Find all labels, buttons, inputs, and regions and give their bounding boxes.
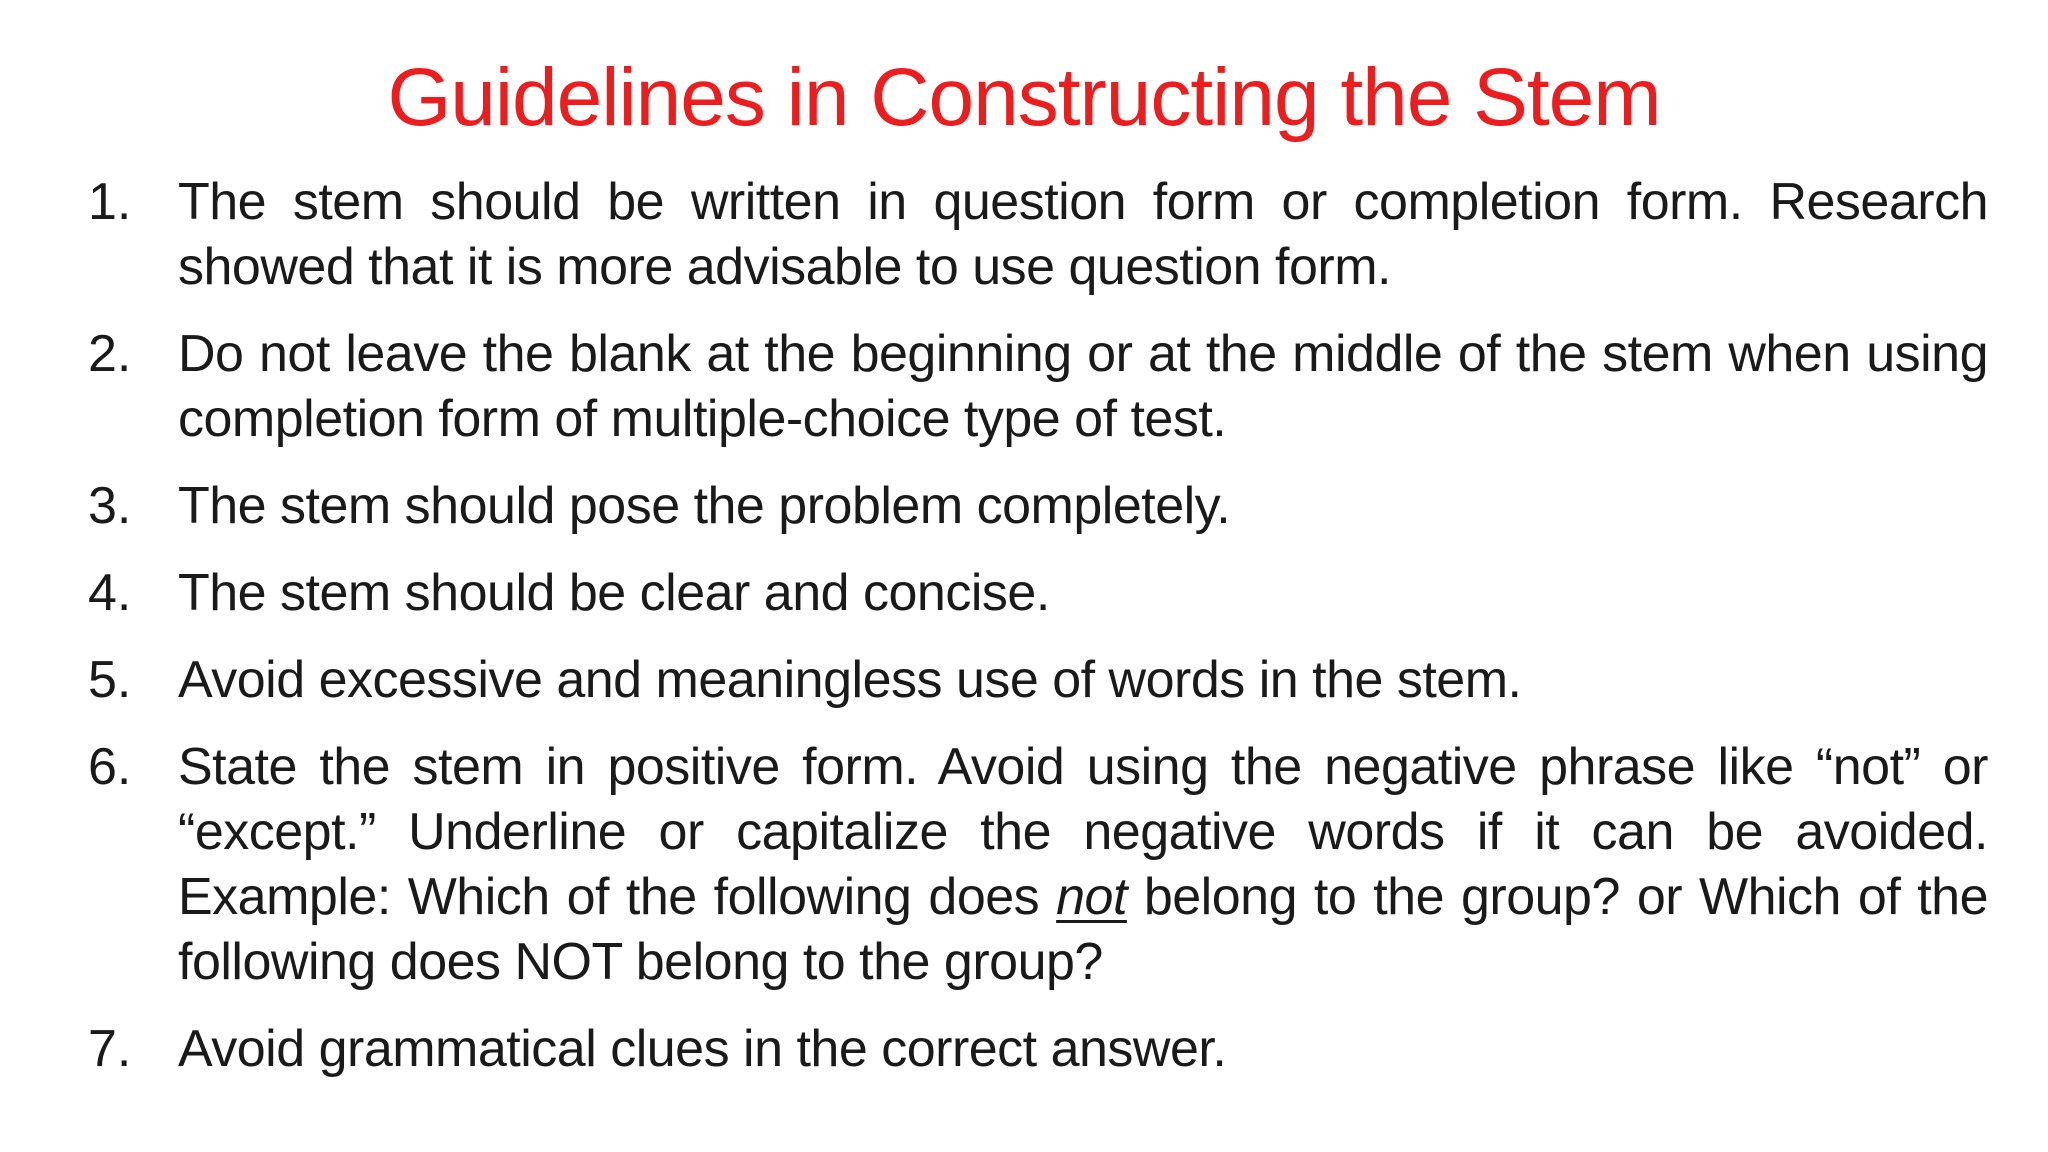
emphasized-word: not bbox=[1056, 868, 1127, 926]
item-text: Avoid excessive and meaningless use of words in the stem. bbox=[178, 651, 1522, 709]
list-item bbox=[88, 1017, 1988, 1082]
item-number: 6. bbox=[88, 738, 132, 796]
item-number: 7. bbox=[88, 1020, 132, 1078]
slide-title: Guidelines in Constructing the Stem bbox=[387, 52, 1661, 143]
item-number: 1. bbox=[88, 173, 132, 231]
item-number: 3. bbox=[88, 477, 132, 535]
item-text bbox=[178, 735, 1988, 995]
list-item bbox=[88, 561, 1988, 626]
guidelines-list bbox=[88, 170, 1988, 1082]
list-item bbox=[88, 322, 1988, 452]
item-text: Do not leave the blank at the beginning or at the middle of the stem when using completion form of multiple-choice type of test. bbox=[178, 325, 1988, 448]
item-text-part-b: belong to the group? or Which of the following does NOT belong to the group? bbox=[178, 868, 1988, 991]
list-item bbox=[88, 648, 1988, 713]
item-text: The stem should pose the problem completely. bbox=[178, 477, 1231, 535]
list-item bbox=[88, 735, 1988, 995]
item-number: 5. bbox=[88, 651, 132, 709]
item-text: The stem should be written in question form or completion form. Research showed that it is more advisable to use question form. bbox=[178, 173, 1988, 296]
item-number: 4. bbox=[88, 564, 132, 622]
item-text-part-a: State the stem in positive form. Avoid using the negative phrase like “not” or “except.” Underline or capitalize the negative words if it can be avoided. Example: Which of the following does bbox=[178, 738, 1988, 926]
item-number: 2. bbox=[88, 325, 132, 383]
item-text: Avoid grammatical clues in the correct answer. bbox=[178, 1020, 1227, 1078]
list-item bbox=[88, 170, 1988, 300]
item-text: The stem should be clear and concise. bbox=[178, 564, 1050, 622]
list-item bbox=[88, 474, 1988, 539]
